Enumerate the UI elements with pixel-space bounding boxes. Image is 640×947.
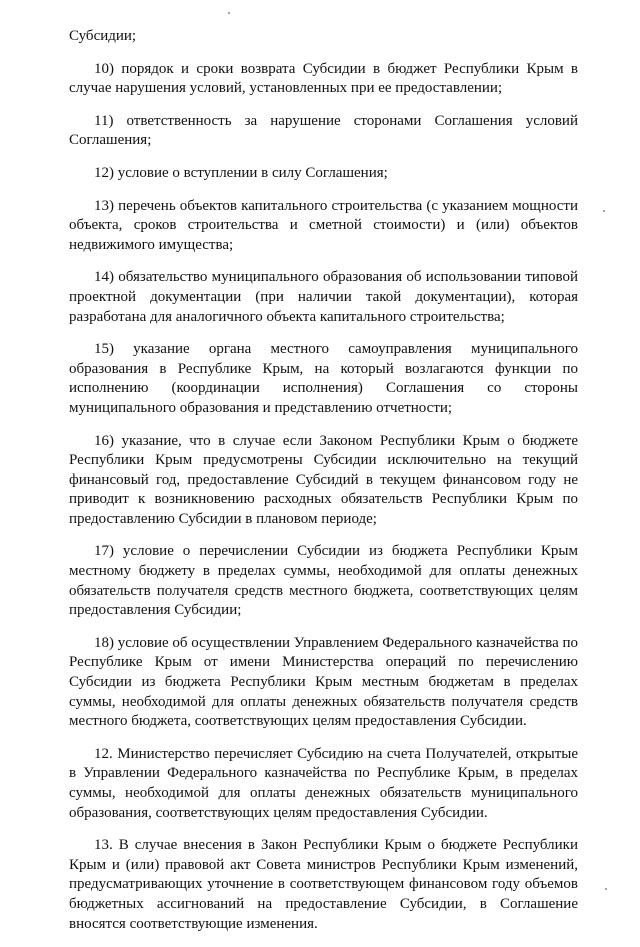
scan-speck <box>605 888 607 890</box>
paragraph-section-13: 13. В случае внесения в Закон Республики Крым о бюджете Республики Крым и (или) правовой акт Совета министров Республики Крым изменений, предусматривающих уточнение в соответствующем финансовом году объемов бюджетных ассигнований на предоставление Субсидии, в Соглашение вносятся соответствующие изменения. <box>69 837 578 932</box>
paragraph-item-15: 15) указание органа местного самоуправления муниципального образования в Республике Крым, на который возлагаются функции по исполнению (координации исполнения) Соглашения со стороны муниципального образования и представлению отчетности; <box>69 341 578 416</box>
scan-speck <box>228 12 230 14</box>
paragraph-item-13: 13) перечень объектов капитального строительства (с указанием мощности объекта, сроков строительства и сметной стоимости) и (или) объектов недвижимого имущества; <box>69 197 578 253</box>
paragraph-item-18: 18) условие об осуществлении Управлением Федерального казначейства по Республике Крым от имени Министерства операций по перечислению Субсидии из бюджета Республики Крым местным бюджетам в пределах суммы, необходимой для оплаты денежных обязательств получателя средств местного бюджета, соответствующих целям предоставления Субсидии. <box>69 634 579 730</box>
paragraph-item-17: 17) условие о перечислении Субсидии из бюджета Республики Крым местному бюджету в пределах суммы, необходимой для оплаты денежных обязательств получателя средств местного бюджета, соответствующих целям предоставления Субсидии; <box>69 543 578 619</box>
paragraph-item-16: 16) указание, что в случае если Законом Республики Крым о бюджете Республики Крым предусмотрены Субсидии исключительно на текущий финансовый год, предоставление Субсидий в текущем финансовом году не приводит к возникновению расходных обязательств Республики Крым по предоставлению Субсидии в плановом периоде; <box>69 432 578 527</box>
document-body <box>69 27 578 947</box>
paragraph-item-11: 11) ответственность за нарушение сторонами Соглашения условий Соглашения; <box>69 112 578 149</box>
paragraph-item-10: 10) порядок и сроки возврата Субсидии в бюджет Республики Крым в случае нарушения условий, установленных при ее предоставлении; <box>69 60 578 97</box>
scan-speck <box>603 210 605 212</box>
paragraph-item-12: 12) условие о вступлении в силу Соглашения; <box>94 164 388 181</box>
paragraph-item-14: 14) обязательство муниципального образования об использовании типовой проектной документации (при наличии такой документации), которая разработана для аналогичного объекта капитального строительства; <box>69 269 578 325</box>
paragraph-section-12: 12. Министерство перечисляет Субсидию на счета Получателей, открытые в Управлении Федерального казначейства по Республике Крым, в пределах суммы, необходимой для оплаты денежных обязательств муниципального образования, соответствующих целям предоставления Субсидии. <box>69 745 578 821</box>
paragraph-continuation: Субсидии; <box>69 28 137 44</box>
